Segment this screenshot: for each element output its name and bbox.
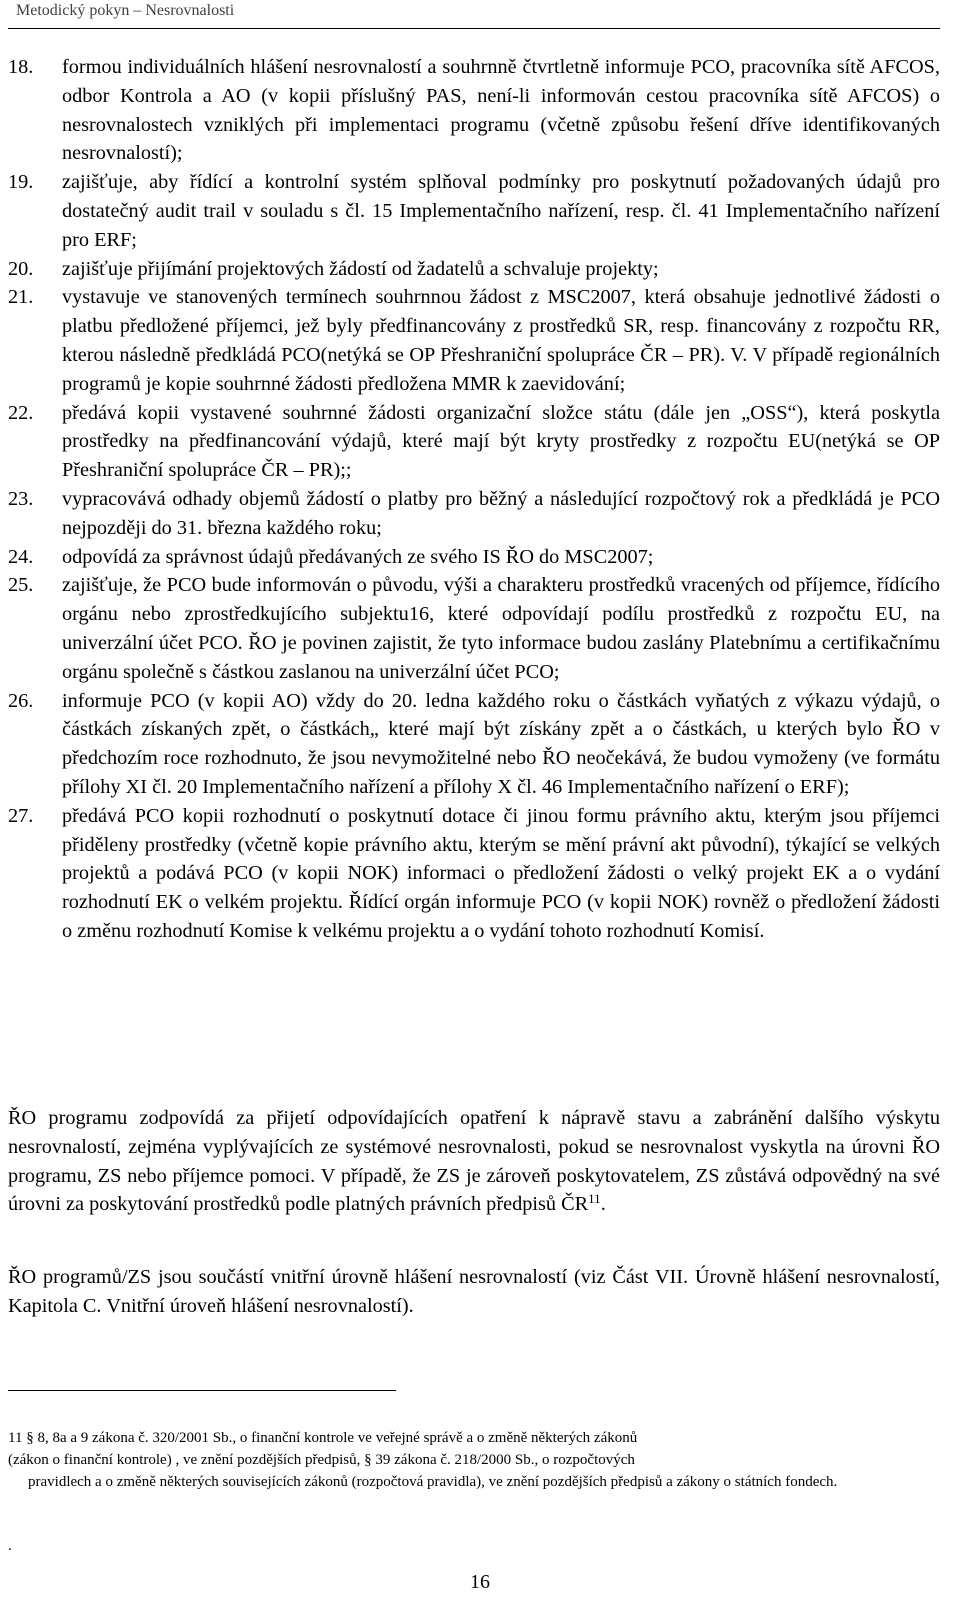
list-item xyxy=(8,485,940,543)
item-text: vystavuje ve stanovených termínech souhrnnou žádost z MSC2007, která obsahuje jednotlivé žádosti o platbu předložené příjemci, jež byly předfinancovány z prostředků SR, resp. financovány z rozpočtu RR, kterou následně předkládá PCO(netýká se OP Přeshraniční spolupráce ČR – PR). V. V případě regionálních programů je kopie souhrnné žádosti předložena MMR k zaevidování; xyxy=(62,286,940,395)
list-item xyxy=(8,168,940,254)
list-item xyxy=(8,255,940,284)
list-item xyxy=(8,802,940,946)
footnote-continuation: pravidlech a o změně některých souvisejících zákonů (rozpočtová pravidla), ve znění pozdějších předpisů a zákony o státních fondech. xyxy=(28,1474,838,1490)
body-paragraph xyxy=(8,1263,940,1321)
paragraph-text: ŘO programů/ZS jsou součástí vnitřní úrovně hlášení nesrovnalostí (viz Část VII. Úrovně hlášení nesrovnalostí, Kapitola C. Vnitřní úroveň hlášení nesrovnalostí). xyxy=(8,1266,940,1317)
item-number: 24. xyxy=(8,545,34,568)
item-text: informuje PCO (v kopii AO) vždy do 20. ledna každého roku o částkách vyňatých z výkazu výdajů, o částkách získaných zpět, o částkách„ které mají být získány zpět a o částkách, u kterých bylo ŘO v předchozím roce rozhodnuto, že jsou nevymožitelné nebo ŘO neočekává, že budou vymoženy (ve formátu přílohy XI čl. 20 Implementačního nařízení a přílohy X čl. 46 Implementačního nařízení o ERF); xyxy=(62,689,940,798)
item-number: 21. xyxy=(8,286,34,309)
item-number: 20. xyxy=(8,257,34,280)
item-number: 18. xyxy=(8,56,34,78)
item-number: 25. xyxy=(8,574,34,597)
item-number: 22. xyxy=(8,401,34,424)
item-text: formou individuálních hlášení nesrovnalostí a souhrnně čtvrtletně informuje PCO, pracovníka sítě AFCOS, odbor Kontrola a AO (v kopii příslušný PAS, není-li informován cestou pracovníka sítě AFCOS) o nesrovnalostech vzniklých při implementaci programu (včetně způsobu řešení dříve identifikovaných nesrovnalostí); xyxy=(62,56,940,165)
item-text: zajišťuje, že PCO bude informován o původu, výši a charakteru prostředků vracených od příjemce, řídícího orgánu nebo zprostředkujícího subjektu16, které odpovídají podílu prostředků z rozpočtu EU, na univerzální účet PCO. ŘO je povinen zajistit, že tyto informace budou zaslány Platebnímu a certifikačnímu orgánu společně s částkou zaslanou na univerzální účet PCO; xyxy=(62,574,940,683)
list-item xyxy=(8,571,940,686)
page-number: 16 xyxy=(470,1571,490,1593)
body-paragraph xyxy=(8,1104,940,1219)
list-item xyxy=(8,53,940,168)
item-text: vypracovává odhady objemů žádostí o platby pro běžný a následující rozpočtový rok a předkládá je PCO nejpozději do 31. března každého roku; xyxy=(62,487,940,539)
item-number: 23. xyxy=(8,487,34,510)
item-text: předává kopii vystavené souhrnné žádosti organizační složce státu (dále jen „OSS“), která poskytla prostředky na předfinancování výdajů, které mají být kryty prostředky z rozpočtu EU(netýká se OP Přeshraniční spolupráce ČR – PR);; xyxy=(62,401,940,482)
numbered-list xyxy=(8,53,940,946)
paragraph-text: ŘO programu zodpovídá za přijetí odpovídajících opatření k nápravě stavu a zabránění dalšího výskytu nesrovnalostí, zejména vyplývajících ze systémové nesrovnalosti, pokud se nesrovnalost vyskytla na úrovni ŘO programu, ZS nebo příjemce pomoci. V případě, že ZS je zároveň poskytovatelem, ZS zůstává odpovědný na své úrovni za poskytování prostředků podle platných právních předpisů ČR xyxy=(8,1107,940,1216)
footnote-ref[interactable]: 11 xyxy=(588,1191,601,1207)
footnote-dot: . xyxy=(8,1538,12,1554)
list-item xyxy=(8,399,940,485)
list-item xyxy=(8,543,940,572)
list-item xyxy=(8,283,940,398)
list-item xyxy=(8,687,940,802)
footnote-line: 11 § 8, 8a a 9 zákona č. 320/2001 Sb., o finanční kontrole ve veřejné správě a o změně některých zákonů xyxy=(8,1430,638,1446)
item-number: 27. xyxy=(8,804,34,827)
item-text: zajišťuje přijímání projektových žádostí od žadatelů a schvaluje projekty; xyxy=(62,257,659,280)
item-number: 19. xyxy=(8,171,34,194)
page-header xyxy=(8,0,940,29)
item-text: odpovídá za správnost údajů předávaných ze svého IS ŘO do MSC2007; xyxy=(62,545,654,568)
item-number: 26. xyxy=(8,689,34,712)
header-title: Metodický pokyn – Nesrovnalosti xyxy=(16,2,235,19)
item-text: zajišťuje, aby řídící a kontrolní systém splňoval podmínky pro poskytnutí požadovaných údajů pro dostatečný audit trail v souladu s čl. 15 Implementačního nařízení, resp. čl. 41 Implementačního nařízení pro ERF; xyxy=(62,171,940,251)
item-text: předává PCO kopii rozhodnutí o poskytnutí dotace či jinou formu právního aktu, kterým jsou příjemci přiděleny prostředky (včetně kopie právního aktu, kterým se mění právní akt původní), týkající se velkých projektů a podává PCO (v kopii NOK) informaci o předložení žádosti o velký projekt EK a o vydání rozhodnutí EK o velkém projektu. Řídící orgán informuje PCO (v kopii NOK) rovněž o předložení žádosti o změnu rozhodnutí Komise k velkému projektu a o vydání tohoto rozhodnutí Komisí. xyxy=(62,804,940,942)
footnote-line: (zákon o finanční kontrole) , ve znění pozdějších předpisů, § 39 zákona č. 218/2000 Sb., o rozpočtových xyxy=(8,1452,635,1468)
footnote-divider xyxy=(8,1390,396,1391)
paragraph-end: . xyxy=(600,1193,606,1216)
